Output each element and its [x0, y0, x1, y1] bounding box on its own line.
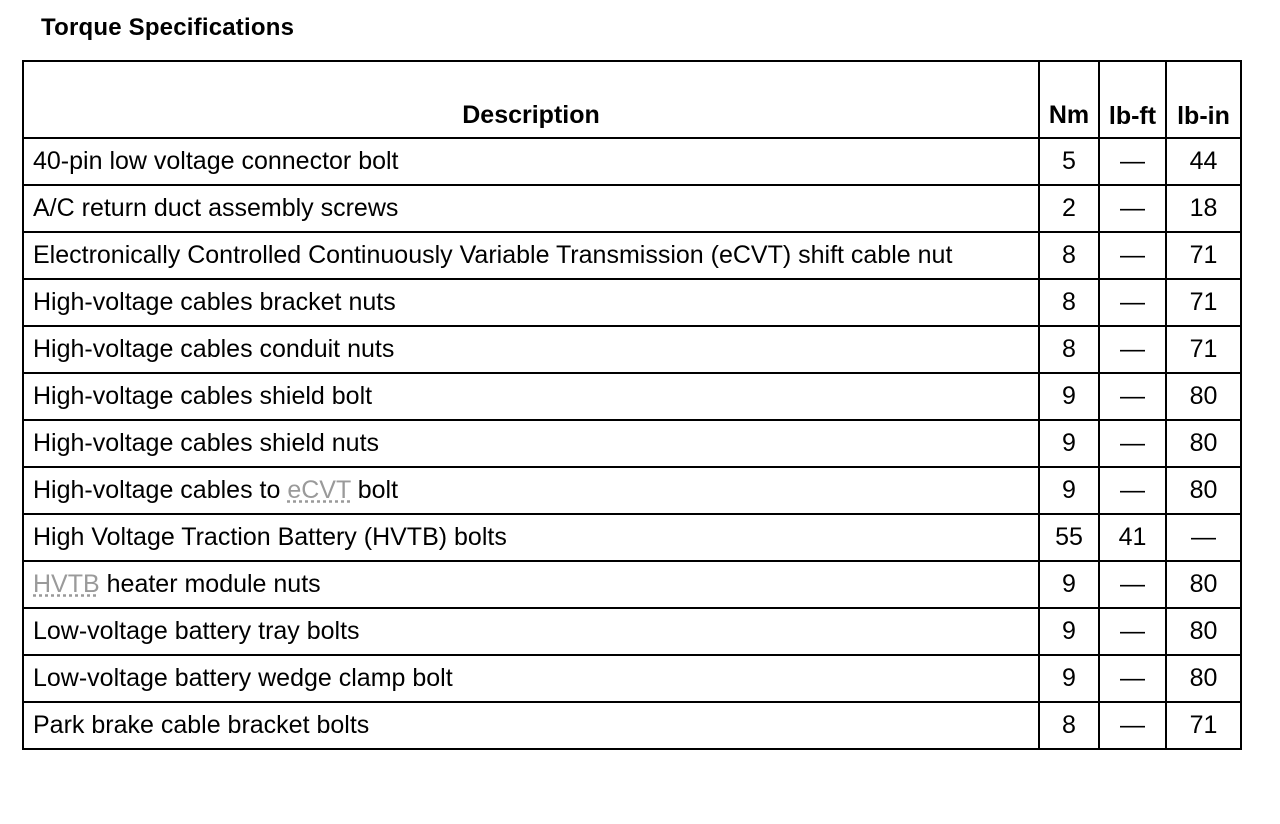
description-text: Low-voltage battery wedge clamp bolt: [33, 664, 453, 692]
row-nm: 9: [1039, 655, 1099, 702]
row-nm: 9: [1039, 608, 1099, 655]
table-row: [23, 561, 1241, 608]
description-text: Park brake cable bracket bolts: [33, 711, 370, 739]
row-description: [23, 279, 1039, 326]
description-text-suffix: bolt: [350, 476, 399, 504]
row-lb-in: 71: [1166, 702, 1241, 749]
table-row: [23, 702, 1241, 749]
row-description: [23, 514, 1039, 561]
row-lb-in: 80: [1166, 655, 1241, 702]
row-nm: 2: [1039, 185, 1099, 232]
row-nm: 9: [1039, 561, 1099, 608]
row-lb-ft: —: [1099, 138, 1166, 185]
description-text: Electronically Controlled Continuously Variable Transmission (eCVT) shift cable nut: [33, 241, 953, 269]
row-lb-in: 71: [1166, 232, 1241, 279]
row-description: [23, 655, 1039, 702]
row-lb-ft: —: [1099, 467, 1166, 514]
description-text: High Voltage Traction Battery (HVTB) bolts: [33, 523, 507, 551]
row-description: [23, 185, 1039, 232]
row-description: [23, 232, 1039, 279]
row-nm: 8: [1039, 279, 1099, 326]
row-description: [23, 420, 1039, 467]
row-description: [23, 373, 1039, 420]
row-nm: 9: [1039, 420, 1099, 467]
row-description: [23, 561, 1039, 608]
table-row: [23, 467, 1241, 514]
row-lb-ft: —: [1099, 420, 1166, 467]
row-lb-ft: —: [1099, 326, 1166, 373]
description-text: High-voltage cables to: [33, 476, 288, 504]
header-lb-ft: lb-ft: [1099, 61, 1166, 138]
row-lb-ft: —: [1099, 702, 1166, 749]
row-description: [23, 326, 1039, 373]
table-row: [23, 420, 1241, 467]
row-nm: 8: [1039, 232, 1099, 279]
description-text: High-voltage cables bracket nuts: [33, 288, 396, 316]
table-row: [23, 655, 1241, 702]
description-text: Low-voltage battery tray bolts: [33, 617, 360, 645]
row-lb-in: —: [1166, 514, 1241, 561]
row-lb-in: 80: [1166, 373, 1241, 420]
header-nm: Nm: [1039, 61, 1099, 138]
table-header-row: [23, 61, 1241, 138]
row-lb-in: 71: [1166, 326, 1241, 373]
row-nm: 5: [1039, 138, 1099, 185]
table-row: [23, 514, 1241, 561]
header-lb-in: lb-in: [1166, 61, 1241, 138]
page-title: Torque Specifications: [41, 14, 295, 41]
description-text: High-voltage cables shield bolt: [33, 382, 373, 410]
table-row: [23, 185, 1241, 232]
row-description: [23, 138, 1039, 185]
row-lb-ft: —: [1099, 561, 1166, 608]
row-lb-in: 80: [1166, 608, 1241, 655]
description-text: 40-pin low voltage connector bolt: [33, 147, 399, 175]
row-lb-ft: —: [1099, 279, 1166, 326]
row-description: [23, 608, 1039, 655]
row-nm: 55: [1039, 514, 1099, 561]
row-lb-in: 44: [1166, 138, 1241, 185]
row-lb-in: 80: [1166, 467, 1241, 514]
table-row: [23, 608, 1241, 655]
row-lb-ft: —: [1099, 232, 1166, 279]
abbreviation-link[interactable]: HVTB: [33, 570, 100, 598]
table-row: [23, 279, 1241, 326]
table-row: [23, 138, 1241, 185]
row-lb-in: 80: [1166, 561, 1241, 608]
table-row: [23, 373, 1241, 420]
table-row: [23, 326, 1241, 373]
row-lb-ft: —: [1099, 608, 1166, 655]
row-description: [23, 702, 1039, 749]
row-lb-ft: —: [1099, 655, 1166, 702]
table-body: [23, 138, 1241, 749]
row-nm: 8: [1039, 702, 1099, 749]
row-nm: 9: [1039, 467, 1099, 514]
row-lb-ft: —: [1099, 185, 1166, 232]
row-description: [23, 467, 1039, 514]
description-text: High-voltage cables shield nuts: [33, 429, 380, 457]
row-lb-ft: 41: [1099, 514, 1166, 561]
description-text: High-voltage cables conduit nuts: [33, 335, 395, 363]
torque-spec-table: [22, 60, 1242, 750]
description-text-suffix: heater module nuts: [99, 570, 321, 598]
row-nm: 9: [1039, 373, 1099, 420]
row-lb-in: 80: [1166, 420, 1241, 467]
row-lb-in: 18: [1166, 185, 1241, 232]
row-nm: 8: [1039, 326, 1099, 373]
row-lb-in: 71: [1166, 279, 1241, 326]
abbreviation-link[interactable]: eCVT: [287, 476, 351, 504]
description-text: A/C return duct assembly screws: [33, 194, 399, 222]
header-description: Description: [23, 61, 1039, 138]
table-row: [23, 232, 1241, 279]
row-lb-ft: —: [1099, 373, 1166, 420]
